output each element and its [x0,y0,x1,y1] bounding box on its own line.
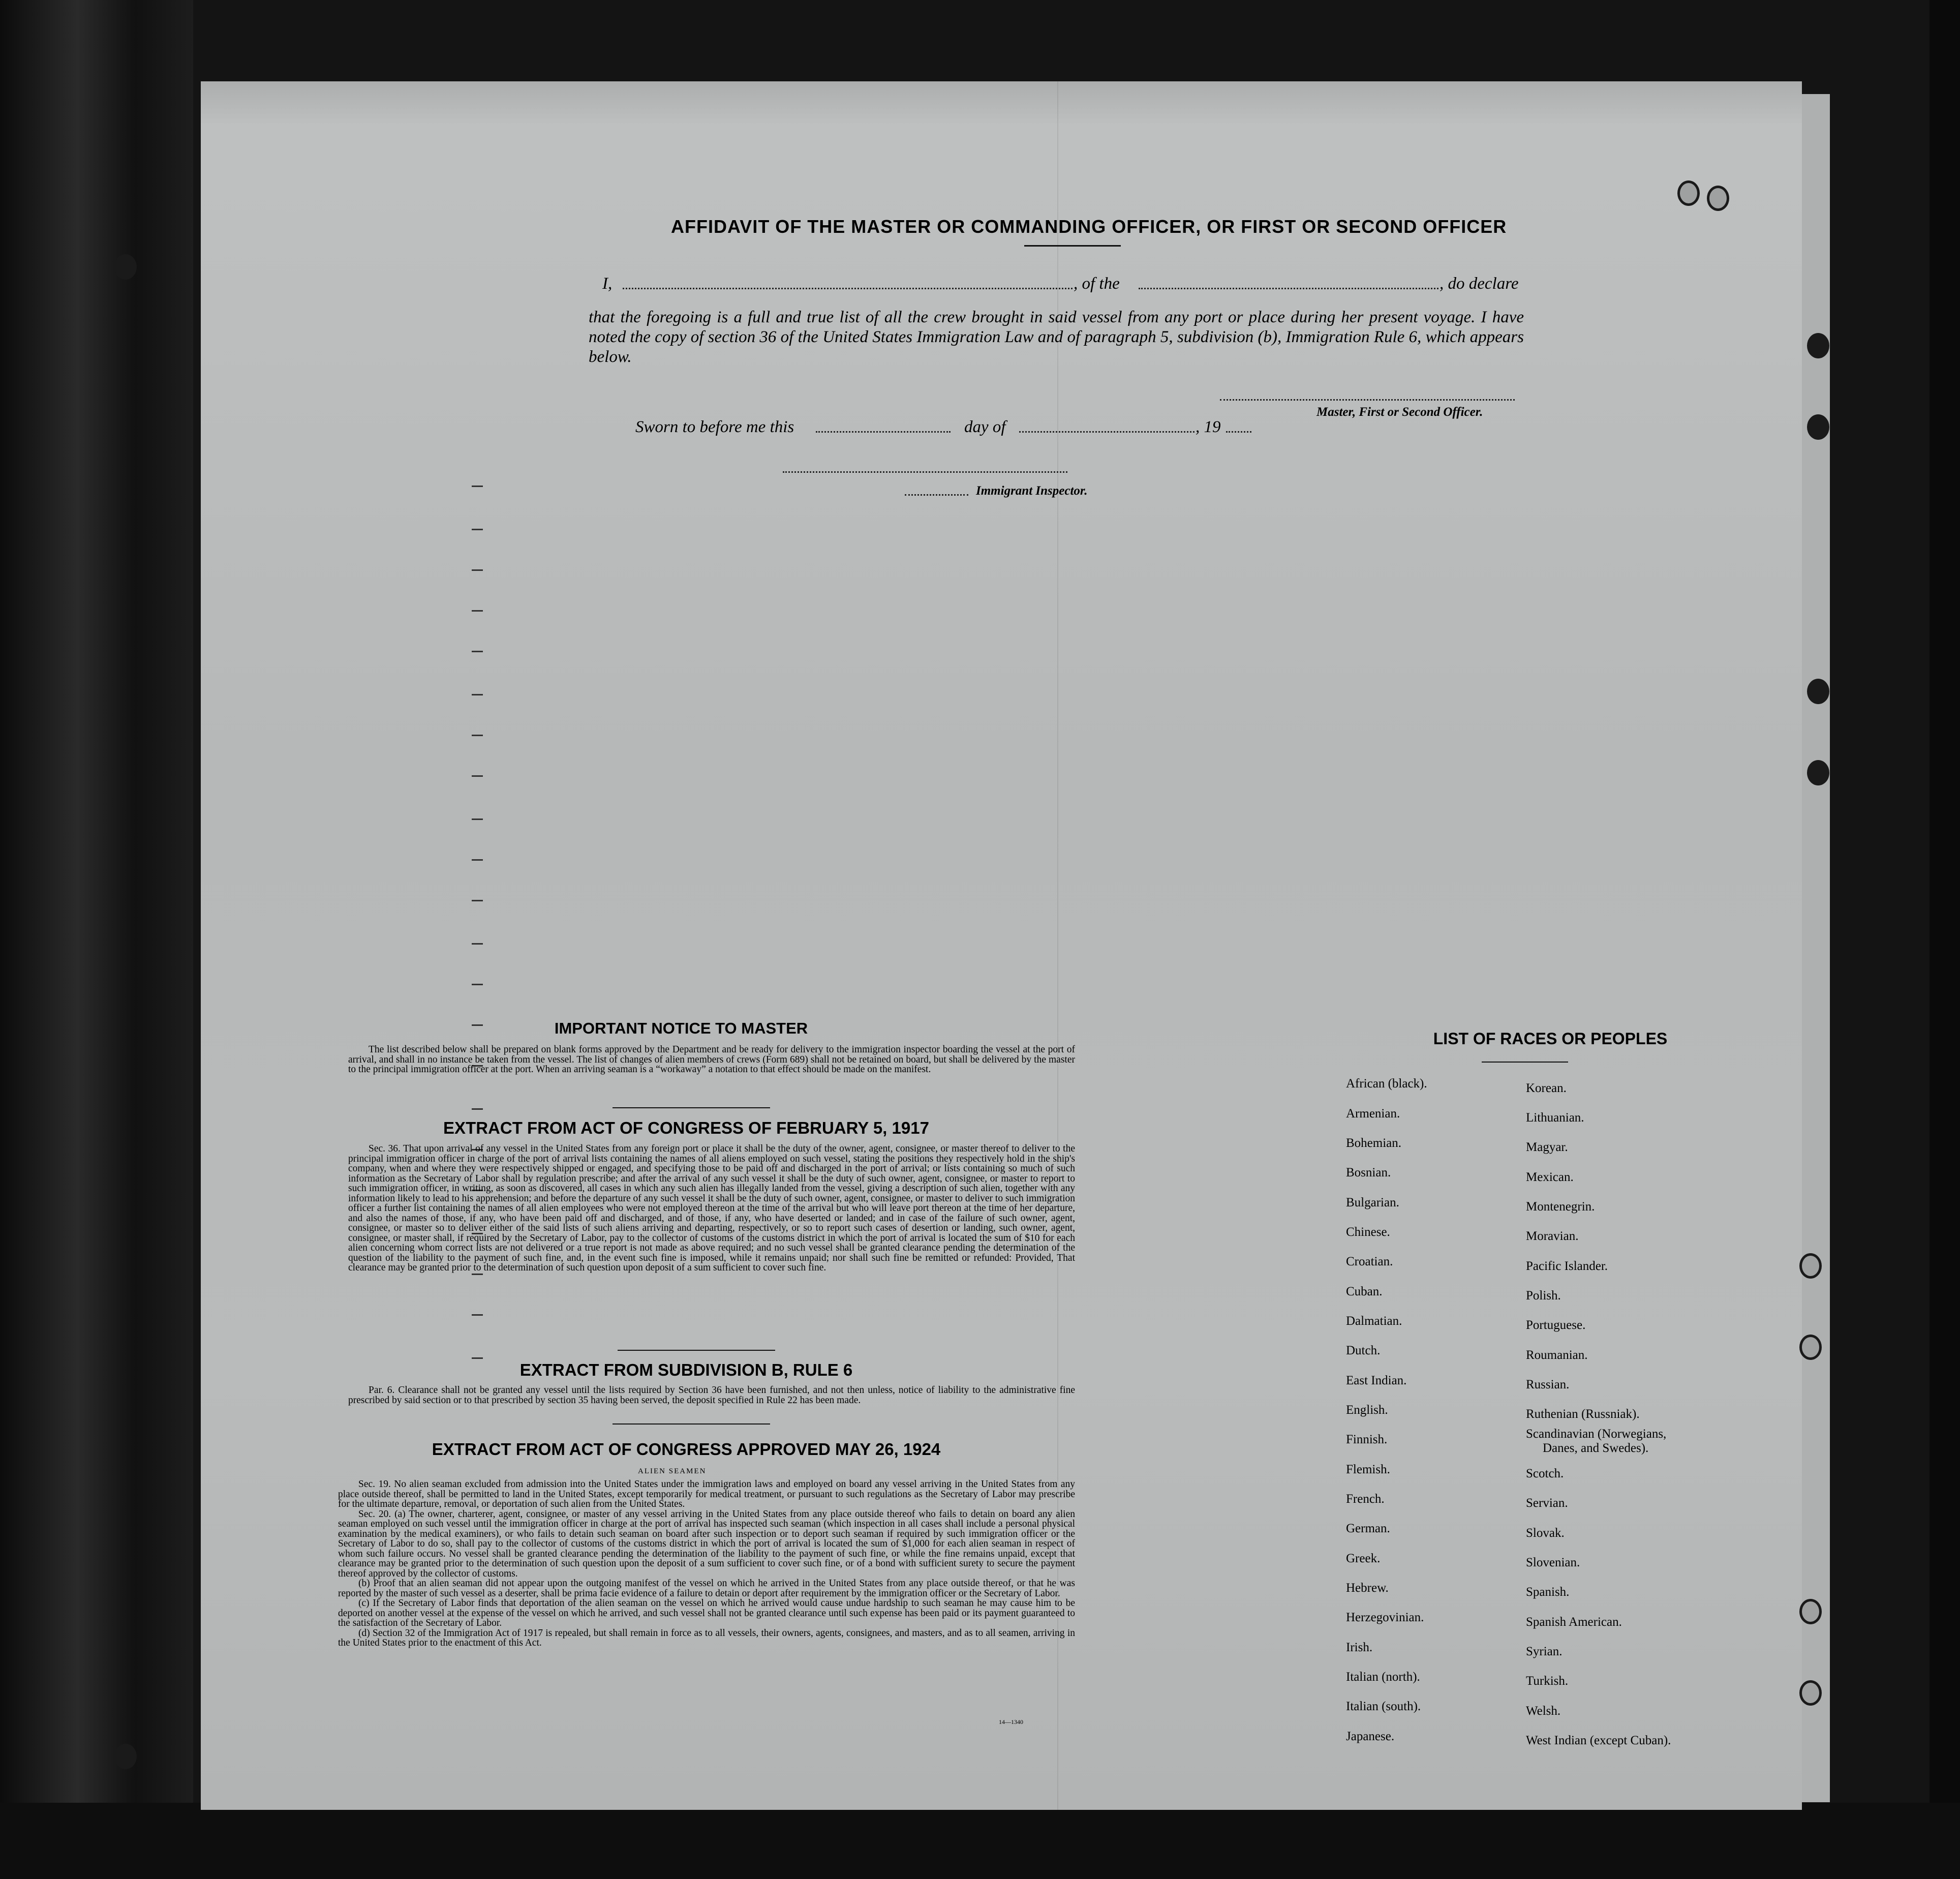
race-item: Finnish. [1346,1433,1388,1446]
race-item: Roumanian. [1526,1348,1588,1362]
race-item: Italian (north). [1346,1670,1420,1684]
race-item: Spanish. [1526,1585,1570,1599]
race-item: Servian. [1526,1496,1568,1510]
title-rule [1024,245,1121,247]
affidavit-body: that the foregoing is a full and true list of all the crew brought in said vessel from any port or place during her present voyage. I have noted the copy of section 36 of the United States Immigration Law and of paragraph 5, subdivision (b), Immigration Rule 6, which appears below. [589,308,1524,366]
margin-tick [472,1108,483,1110]
race-item: African (black). [1346,1077,1427,1090]
punch-hole [1677,180,1700,206]
race-item: Croatian. [1346,1255,1393,1268]
sworn-month-field[interactable] [1019,431,1195,433]
margin-tick [472,1024,483,1026]
film-edge-right [1930,0,1960,1879]
name-field[interactable] [623,288,1073,289]
race-item: Welsh. [1526,1704,1561,1718]
extract-rule6-title: EXTRACT FROM SUBDIVISION B, RULE 6 [519,1360,853,1379]
punch-hole [1799,1599,1822,1624]
margin-tick [472,610,483,612]
race-item: German. [1346,1522,1390,1535]
page-shadow [201,81,1802,127]
margin-tick [472,775,483,777]
race-item: Korean. [1526,1081,1567,1095]
notice-body [348,1045,1075,1075]
punch-hole [1807,679,1829,704]
punch-hole [1799,1253,1822,1279]
margin-tick [472,529,483,530]
punch-hole [1807,760,1829,785]
margin-tick [472,569,483,571]
extract-1924-paragraph: (b) Proof that an alien seaman did not appear upon the outgoing manifest of the vessel on which he arrived in the United States from any place outside thereof, or that he was reported by the master of such vessel as a deserter, shall be prima facie evidence of a failure to detain or deport after requirement by the immigration officer or the Secretary of Labor. [338,1578,1075,1599]
race-item: Mexican. [1526,1170,1574,1184]
race-item: East Indian. [1346,1374,1407,1387]
extract-1924-paragraph: Sec. 19. No alien seaman excluded from admission into the United States under the immigration laws and employed on board any vessel arriving in the United States from any place outside thereof, shall be permitted to land in the United States, except temporarily for medical treatment, or pursuant to such regulations as the Secretary of Labor may prescribe for the ultimate departure, removal, or deportation of such alien from the United States. [338,1479,1075,1509]
race-item: French. [1346,1492,1385,1506]
punch-hole [1707,186,1729,211]
race-item: West Indian (except Cuban). [1526,1734,1671,1747]
form-reference: 14—1340 [999,1718,1023,1725]
race-item: Montenegrin. [1526,1200,1595,1214]
race-item: Chinese. [1346,1225,1390,1239]
race-item: English. [1346,1403,1388,1417]
race-item: Bohemian. [1346,1136,1402,1150]
inspector-signature-field[interactable] [783,471,1067,473]
signature-caption: Master, First or Second Officer. [1316,405,1483,419]
margin-tick [472,735,483,736]
margin-tick [472,694,483,695]
extract-rule6-body [348,1385,1075,1405]
race-item: Irish. [1346,1641,1373,1654]
inspector-lead-dots [905,494,968,496]
margin-tick [472,819,483,820]
race-item: Syrian. [1526,1645,1563,1658]
affidavit-declare-label: , do declare [1440,275,1519,293]
extract-1924-paragraph: (c) If the Secretary of Labor finds that deportation of the alien seaman on the vessel on which he arrived would cause undue hardship to such seaman he may cause him to be deported on another vessel at the expense of the vessel on which he arrived, and such vessel shall not be granted clearance until such expense has been paid or its payment guaranteed to the satisfaction of the Secretary of Labor. [338,1598,1075,1628]
race-item: Slovenian. [1526,1556,1580,1569]
race-item: Moravian. [1526,1229,1579,1243]
race-item: Flemish. [1346,1463,1390,1476]
extract-1924-paragraph: Sec. 20. (a) The owner, charterer, agent, consignee, or master of any vessel arriving in the United States from any place outside thereof who fails to detain on board any alien seaman employed on such vessel until the immigration officer in charge at the port of arrival has inspected such seaman (which inspection in all cases shall include a personal physical examination by the medical examiners), or who fails to detain such seaman on board after such inspection or to deport such seaman if required by such immigration officer or the Secretary of Labor to do so, shall pay to the collector of customs of the customs district in which the port of arrival is located the sum of $1,000 for each alien seaman in respect of whom such failure occurs. No vessel shall be granted clearance pending the determination of the liability to the payment of such fine, or while the fine remains unpaid, except that clearance may be granted prior to the determination of such question upon the deposit of a sum sufficient to cover such fine, or of a bond with sufficient surety to secure the payment thereof approved by the collector of customs. [338,1508,1075,1579]
sworn-year-field[interactable] [1226,431,1251,433]
race-item: Armenian. [1346,1107,1400,1120]
extract-1917-paragraph: Sec. 36. That upon arrival of any vessel in the United States from any foreign port or place it shall be the duty of the owner, agent, consignee, or master thereof to deliver to the principal immigration officer in charge of the port of arrival lists containing the names of all aliens employed on such vessel, stating the positions they respectively hold in the ship's company, when and where they were respectively shipped or engaged, and specifying those to be paid off and discharged in the port of arrival; or lists containing so much of such information as the Secretary of Labor shall by regulation prescribe; and after the arrival of any such vessel it shall be the duty of such owner, agent, consignee, or master to report to such immigration officer, in writing, as soon as discovered, all cases in which any such alien has illegally landed from the vessel, giving a description of such alien, together with any information likely to lead to his apprehension; and before the departure of any such vessel it shall be the duty of such owner, agent, consignee, or master to deliver to such immigration officer a further list containing the names of all alien employees who were not employed thereon at the time of the arrival but who will leave port thereon at the time of her departure, and also the names of those, if any, who have been paid off and discharged, and of those, if any, who have deserted or landed; and in case of the failure of such owner, agent, consignee, or master so to deliver either of the said lists of such aliens arriving and departing, respectively, or so to report such cases of desertion or landing, such owner, agent, consignee, or master shall, if required by the Secretary of Labor, pay to the collector of customs of the customs district in which the port of arrival is located the sum of $10 for each alien concerning whom correct lists are not delivered or a true report is not made as above required; and no such vessel shall be granted clearance pending the determination of the question of the liability to the payment of such fine, and, in the event such fine is imposed, while it remains unpaid; nor shall such fine be remitted or refunded: Provided, That clearance may be granted prior to the determination of such question upon deposit of a sum sufficient to cover such fine. [348,1143,1075,1273]
sworn-day-of: day of [964,418,1006,436]
extract-1924-title: EXTRACT FROM ACT OF CONGRESS APPROVED MAY 26, 1924 [432,1440,941,1459]
extract-rule6-paragraph: Par. 6. Clearance shall not be granted any vessel until the lists required by Section 36 have been furnished, and not then unless, notice of liability to the administrative fine prescribed by said section or to that prescribed by section 35 having been served, the deposit specified in Rule 22 has been made. [348,1385,1075,1406]
margin-tick [472,1274,483,1275]
notice-paragraph: The list described below shall be prepared on blank forms approved by the Department and be ready for delivery to the immigration inspector boarding the vessel at the port of arrival, and shall in no instance be taken from the vessel. The list of changes of alien members of crews (Form 689) shall not be retained on board, but shall be delivered by the master to the principal immigration officer at the port. When an arriving seaman is a “workaway” a notation to that effect should be made on the manifest. [348,1044,1075,1075]
margin-tick [472,943,483,945]
race-item: Danes, and Swedes). [1543,1441,1649,1455]
race-item: Pacific Islander. [1526,1259,1608,1273]
extract-1924-body [338,1479,1075,1648]
race-item: Ruthenian (Russniak). [1526,1407,1640,1421]
punch-hole [1799,1335,1822,1360]
races-title: LIST OF RACES OR PEOPLES [1433,1029,1668,1048]
race-item: Bosnian. [1346,1166,1391,1179]
race-item: Scotch. [1526,1467,1564,1480]
section-rule [612,1107,770,1108]
race-item: Bulgarian. [1346,1196,1399,1209]
race-item: Polish. [1526,1289,1561,1302]
race-item: Italian (south). [1346,1700,1421,1713]
margin-tick [472,900,483,901]
vessel-field[interactable] [1139,288,1438,289]
signature-field[interactable] [1220,399,1515,401]
punch-hole [114,254,137,280]
extract-1917-title: EXTRACT FROM ACT OF CONGRESS OF FEBRUARY 5, 1917 [443,1118,929,1137]
race-item: Magyar. [1526,1140,1568,1154]
inspector-caption: Immigrant Inspector. [976,484,1088,498]
race-item: Herzegovinian. [1346,1611,1424,1624]
notice-title: IMPORTANT NOTICE TO MASTER [554,1019,808,1037]
margin-tick [472,984,483,985]
film-edge-bottom [0,1803,1960,1879]
race-item: Cuban. [1346,1285,1383,1298]
section-rule [618,1350,775,1351]
race-item: Turkish. [1526,1674,1569,1688]
margin-tick [472,651,483,652]
race-item: Scandinavian (Norwegians, [1526,1427,1667,1441]
punch-hole [1807,414,1829,440]
extract-1924-paragraph: (d) Section 32 of the Immigration Act of 1917 is repealed, but shall remain in force as to all vessels, their owners, agents, consignees, and masters, and as to all seamen, arriving in the United States prior to the enactment of this Act. [338,1627,1075,1648]
affidavit-of-the-label: , of the [1074,275,1120,293]
race-item: Lithuanian. [1526,1111,1584,1125]
race-item: Japanese. [1346,1730,1395,1743]
race-item: Slovak. [1526,1526,1565,1540]
race-item: Greek. [1346,1552,1381,1565]
punch-hole [1799,1680,1822,1706]
race-item: Hebrew. [1346,1581,1389,1595]
extract-1917-body [348,1144,1075,1273]
race-item: Portuguese. [1526,1318,1586,1332]
section-rule [612,1423,770,1425]
punch-hole [1807,333,1829,358]
affidavit-title: AFFIDAVIT OF THE MASTER OR COMMANDING OFFICER, OR FIRST OR SECOND OFFICER [671,216,1507,237]
race-item: Russian. [1526,1378,1570,1391]
affidavit-i-label: I, [602,275,612,293]
race-item: Dutch. [1346,1344,1381,1357]
race-item: Spanish American. [1526,1615,1622,1629]
sworn-year: , 19 [1196,418,1221,436]
extract-1924-subtitle: ALIEN SEAMEN [638,1467,707,1475]
race-item: Dalmatian. [1346,1314,1402,1328]
margin-tick [472,1314,483,1316]
margin-tick [472,859,483,861]
sworn-prefix: Sworn to before me this [635,418,794,436]
margin-tick [472,1357,483,1359]
film-edge-left [0,0,193,1879]
margin-tick [472,486,483,487]
races-title-rule [1482,1062,1568,1063]
sworn-day-field[interactable] [816,431,951,433]
punch-hole [114,1744,137,1769]
